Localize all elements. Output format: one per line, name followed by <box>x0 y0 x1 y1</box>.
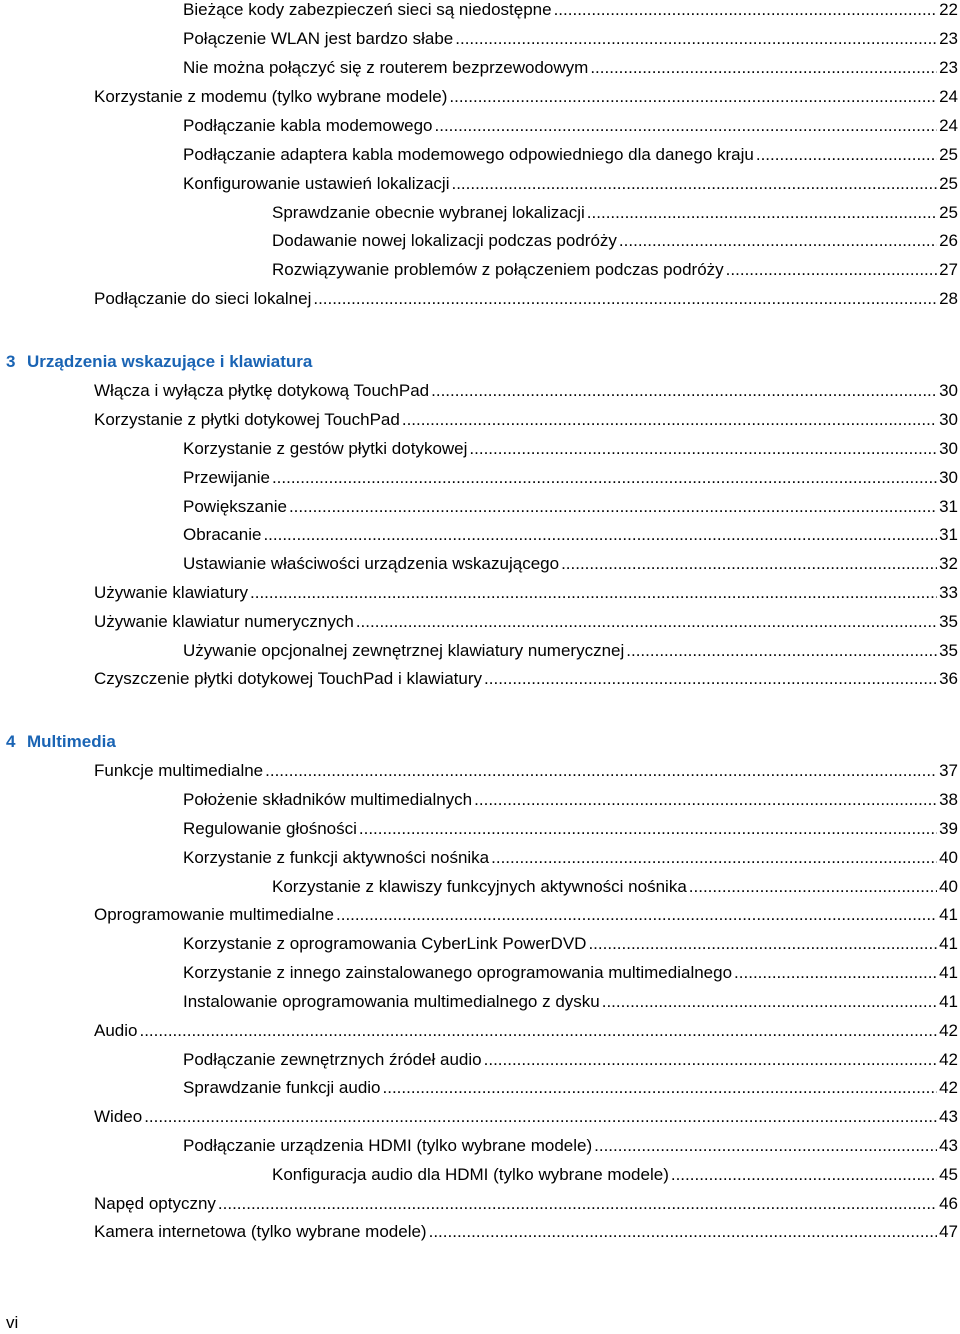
toc-entry[interactable] <box>183 173 958 195</box>
toc-entry[interactable] <box>183 553 958 575</box>
toc-entry[interactable] <box>94 1193 958 1215</box>
toc-entry-page: 41 <box>939 934 958 953</box>
toc-entry-title: Audio <box>94 1021 138 1040</box>
toc-entry-title: Rozwiązywanie problemów z połączeniem podczas podróży <box>272 260 724 279</box>
toc-entry-title: Konfiguracja audio dla HDMI (tylko wybrane modele) <box>272 1165 669 1184</box>
toc-leader-dots <box>359 818 937 840</box>
toc-entry[interactable] <box>94 86 958 108</box>
toc-leader-dots <box>626 640 937 662</box>
toc-entry[interactable] <box>272 230 958 252</box>
toc-entry-title: Oprogramowanie multimedialne <box>94 905 335 924</box>
toc-leader-dots <box>429 1221 937 1243</box>
toc-entry[interactable] <box>183 467 958 489</box>
toc-entry-page: 30 <box>939 410 958 429</box>
toc-leader-dots <box>265 760 937 782</box>
toc-leader-dots <box>590 57 937 79</box>
toc-entry-title: Podłączanie kabla modemowego <box>183 116 433 135</box>
toc-entry-page: 46 <box>939 1194 958 1213</box>
toc-leader-dots <box>726 259 937 281</box>
toc-entry-title: Przewijanie <box>183 468 270 487</box>
toc-entry-page: 24 <box>939 116 958 135</box>
toc-entry-page: 23 <box>939 58 958 77</box>
toc-leader-dots <box>250 582 937 604</box>
toc-leader-dots <box>451 173 937 195</box>
toc-entry-title: Używanie klawiatury <box>94 583 248 602</box>
toc-entry-title: Korzystanie z klawiszy funkcyjnych aktywności nośnika <box>272 877 687 896</box>
toc-leader-dots <box>435 115 938 137</box>
toc-entry-page: 23 <box>939 29 958 48</box>
toc-entry[interactable] <box>183 0 958 21</box>
toc-entry-title: Bieżące kody zabezpieczeń sieci są niedostępne <box>183 0 552 19</box>
toc-entry[interactable] <box>183 524 958 546</box>
toc-entry-title: Obracanie <box>183 525 262 544</box>
toc-entry-title: Ustawianie właściwości urządzenia wskazującego <box>183 554 560 573</box>
toc-entry[interactable] <box>183 1077 958 1099</box>
toc-entry[interactable] <box>94 904 958 926</box>
toc-leader-dots <box>336 904 937 926</box>
toc-entry-title: Sprawdzanie obecnie wybranej lokalizacji <box>272 203 585 222</box>
toc-entry-page: 38 <box>939 790 958 809</box>
toc-entry-page: 40 <box>939 877 958 896</box>
toc-entry-title: Instalowanie oprogramowania multimedialnego z dysku <box>183 992 600 1011</box>
toc-entry-page: 31 <box>939 497 958 516</box>
toc-leader-dots <box>272 467 937 489</box>
chapter-title: Multimedia <box>27 732 116 751</box>
toc-entry-title: Korzystanie z oprogramowania CyberLink PowerDVD <box>183 934 587 953</box>
toc-leader-dots <box>289 496 937 518</box>
toc-entry-page: 43 <box>939 1107 958 1126</box>
toc-entry-title: Korzystanie z funkcji aktywności nośnika <box>183 848 490 867</box>
toc-leader-dots <box>734 962 937 984</box>
toc-entry-page: 41 <box>939 905 958 924</box>
toc-leader-dots <box>554 0 938 21</box>
toc-leader-dots <box>431 380 937 402</box>
toc-leader-dots <box>756 144 937 166</box>
toc-entry-page: 33 <box>939 583 958 602</box>
toc-entry-page: 25 <box>939 174 958 193</box>
toc-entry-page: 39 <box>939 819 958 838</box>
toc-entry[interactable] <box>183 962 958 984</box>
toc-entry-page: 26 <box>939 231 958 250</box>
toc-entry-page: 30 <box>939 439 958 458</box>
toc-entry[interactable] <box>183 438 958 460</box>
toc-leader-dots <box>218 1193 937 1215</box>
toc-entry-title: Konfigurowanie ustawień lokalizacji <box>183 174 450 193</box>
toc-entry-page: 42 <box>939 1050 958 1069</box>
toc-leader-dots <box>455 28 937 50</box>
toc-entry-page: 31 <box>939 525 958 544</box>
toc-entry[interactable] <box>183 28 958 50</box>
toc-entry-title: Kamera internetowa (tylko wybrane modele) <box>94 1222 427 1241</box>
toc-entry-title: Sprawdzanie funkcji audio <box>183 1078 381 1097</box>
chapter-heading[interactable] <box>6 350 312 374</box>
toc-entry-title: Nie można połączyć się z routerem bezprzewodowym <box>183 58 589 77</box>
toc-entry[interactable] <box>272 876 958 898</box>
toc-entry-title: Używanie opcjonalnej zewnętrznej klawiatury numerycznej <box>183 641 625 660</box>
toc-entry[interactable] <box>94 582 958 604</box>
toc-entry[interactable] <box>183 57 958 79</box>
toc-entry-title: Korzystanie z modemu (tylko wybrane modele) <box>94 87 448 106</box>
toc-leader-dots <box>689 876 937 898</box>
toc-entry-page: 40 <box>939 848 958 867</box>
toc-entry[interactable] <box>183 789 958 811</box>
toc-leader-dots <box>449 86 937 108</box>
toc-leader-dots <box>671 1164 937 1186</box>
toc-leader-dots <box>484 668 937 690</box>
toc-entry[interactable] <box>183 933 958 955</box>
toc-entry[interactable] <box>272 202 958 224</box>
toc-entry-title: Dodawanie nowej lokalizacji podczas podróży <box>272 231 617 250</box>
toc-entry-page: 25 <box>939 203 958 222</box>
toc-entry[interactable] <box>183 991 958 1013</box>
toc-entry-page: 42 <box>939 1021 958 1040</box>
toc-entry-title: Połączenie WLAN jest bardzo słabe <box>183 29 454 48</box>
toc-entry[interactable] <box>94 1106 958 1128</box>
toc-entry[interactable] <box>183 818 958 840</box>
toc-leader-dots <box>594 1135 937 1157</box>
chapter-number: 3 <box>6 352 16 371</box>
toc-entry-title: Używanie klawiatur numerycznych <box>94 612 354 631</box>
toc-entry[interactable] <box>183 847 958 869</box>
toc-entry-page: 28 <box>939 289 958 308</box>
toc-leader-dots <box>144 1106 937 1128</box>
toc-entry-page: 45 <box>939 1165 958 1184</box>
toc-entry-title: Korzystanie z płytki dotykowej TouchPad <box>94 410 400 429</box>
toc-leader-dots <box>588 933 937 955</box>
toc-entry-page: 37 <box>939 761 958 780</box>
toc-entry-page: 30 <box>939 381 958 400</box>
toc-entry[interactable] <box>94 611 958 633</box>
toc-entry-title: Funkcje multimedialne <box>94 761 264 780</box>
page-number-footer: vi <box>6 1313 19 1332</box>
toc-leader-dots <box>139 1020 937 1042</box>
toc-entry-page: 32 <box>939 554 958 573</box>
toc-leader-dots <box>383 1077 938 1099</box>
toc-entry[interactable] <box>94 1020 958 1042</box>
toc-entry-title: Powiększanie <box>183 497 287 516</box>
toc-entry[interactable] <box>183 1135 958 1157</box>
toc-leader-dots <box>313 288 937 310</box>
toc-entry-page: 22 <box>939 0 958 19</box>
toc-entry-page: 47 <box>939 1222 958 1241</box>
toc-entry-title: Korzystanie z gestów płytki dotykowej <box>183 439 468 458</box>
toc-leader-dots <box>356 611 937 633</box>
toc-entry-page: 24 <box>939 87 958 106</box>
toc-entry-title: Podłączanie do sieci lokalnej <box>94 289 312 308</box>
toc-entry[interactable] <box>183 496 958 518</box>
toc-entry[interactable] <box>272 259 958 281</box>
toc-entry[interactable] <box>183 144 958 166</box>
toc-entry[interactable] <box>94 668 958 690</box>
toc-entry-page: 35 <box>939 641 958 660</box>
toc-entry[interactable] <box>94 409 958 431</box>
toc-entry[interactable] <box>94 288 958 310</box>
toc-leader-dots <box>402 409 937 431</box>
chapter-heading[interactable] <box>6 730 116 754</box>
toc-entry-title: Podłączanie adaptera kabla modemowego odpowiedniego dla danego kraju <box>183 145 754 164</box>
toc-entry[interactable] <box>94 760 958 782</box>
toc-leader-dots <box>587 202 937 224</box>
toc-entry-page: 27 <box>939 260 958 279</box>
toc-entry-title: Napęd optyczny <box>94 1194 216 1213</box>
toc-entry-title: Włącza i wyłącza płytkę dotykową TouchPad <box>94 381 430 400</box>
toc-entry[interactable] <box>94 380 958 402</box>
toc-leader-dots <box>491 847 937 869</box>
toc-entry[interactable] <box>183 1049 958 1071</box>
toc-entry-page: 25 <box>939 145 958 164</box>
toc-entry-title: Podłączanie zewnętrznych źródeł audio <box>183 1050 482 1069</box>
toc-entry-title: Korzystanie z innego zainstalowanego oprogramowania multimedialnego <box>183 963 733 982</box>
toc-entry-page: 41 <box>939 992 958 1011</box>
toc-entry-page: 41 <box>939 963 958 982</box>
toc-entry-page: 30 <box>939 468 958 487</box>
toc-leader-dots <box>484 1049 937 1071</box>
toc-entry-title: Wideo <box>94 1107 143 1126</box>
toc-leader-dots <box>561 553 937 575</box>
toc-leader-dots <box>474 789 937 811</box>
toc-entry-page: 43 <box>939 1136 958 1155</box>
toc-leader-dots <box>602 991 937 1013</box>
toc-leader-dots <box>263 524 937 546</box>
toc-entry-page: 35 <box>939 612 958 631</box>
toc-leader-dots <box>619 230 937 252</box>
toc-entry-title: Podłączanie urządzenia HDMI (tylko wybrane modele) <box>183 1136 593 1155</box>
toc-leader-dots <box>469 438 937 460</box>
toc-entry[interactable] <box>272 1164 958 1186</box>
toc-entry-title: Położenie składników multimedialnych <box>183 790 473 809</box>
chapter-title: Urządzenia wskazujące i klawiatura <box>27 352 313 371</box>
toc-entry-title: Regulowanie głośności <box>183 819 357 838</box>
toc-entry-page: 42 <box>939 1078 958 1097</box>
toc-entry-title: Czyszczenie płytki dotykowej TouchPad i klawiatury <box>94 669 483 688</box>
toc-entry-page: 36 <box>939 669 958 688</box>
toc-entry[interactable] <box>94 1221 958 1243</box>
toc-entry[interactable] <box>183 115 958 137</box>
toc-entry[interactable] <box>183 640 958 662</box>
chapter-number: 4 <box>6 732 16 751</box>
